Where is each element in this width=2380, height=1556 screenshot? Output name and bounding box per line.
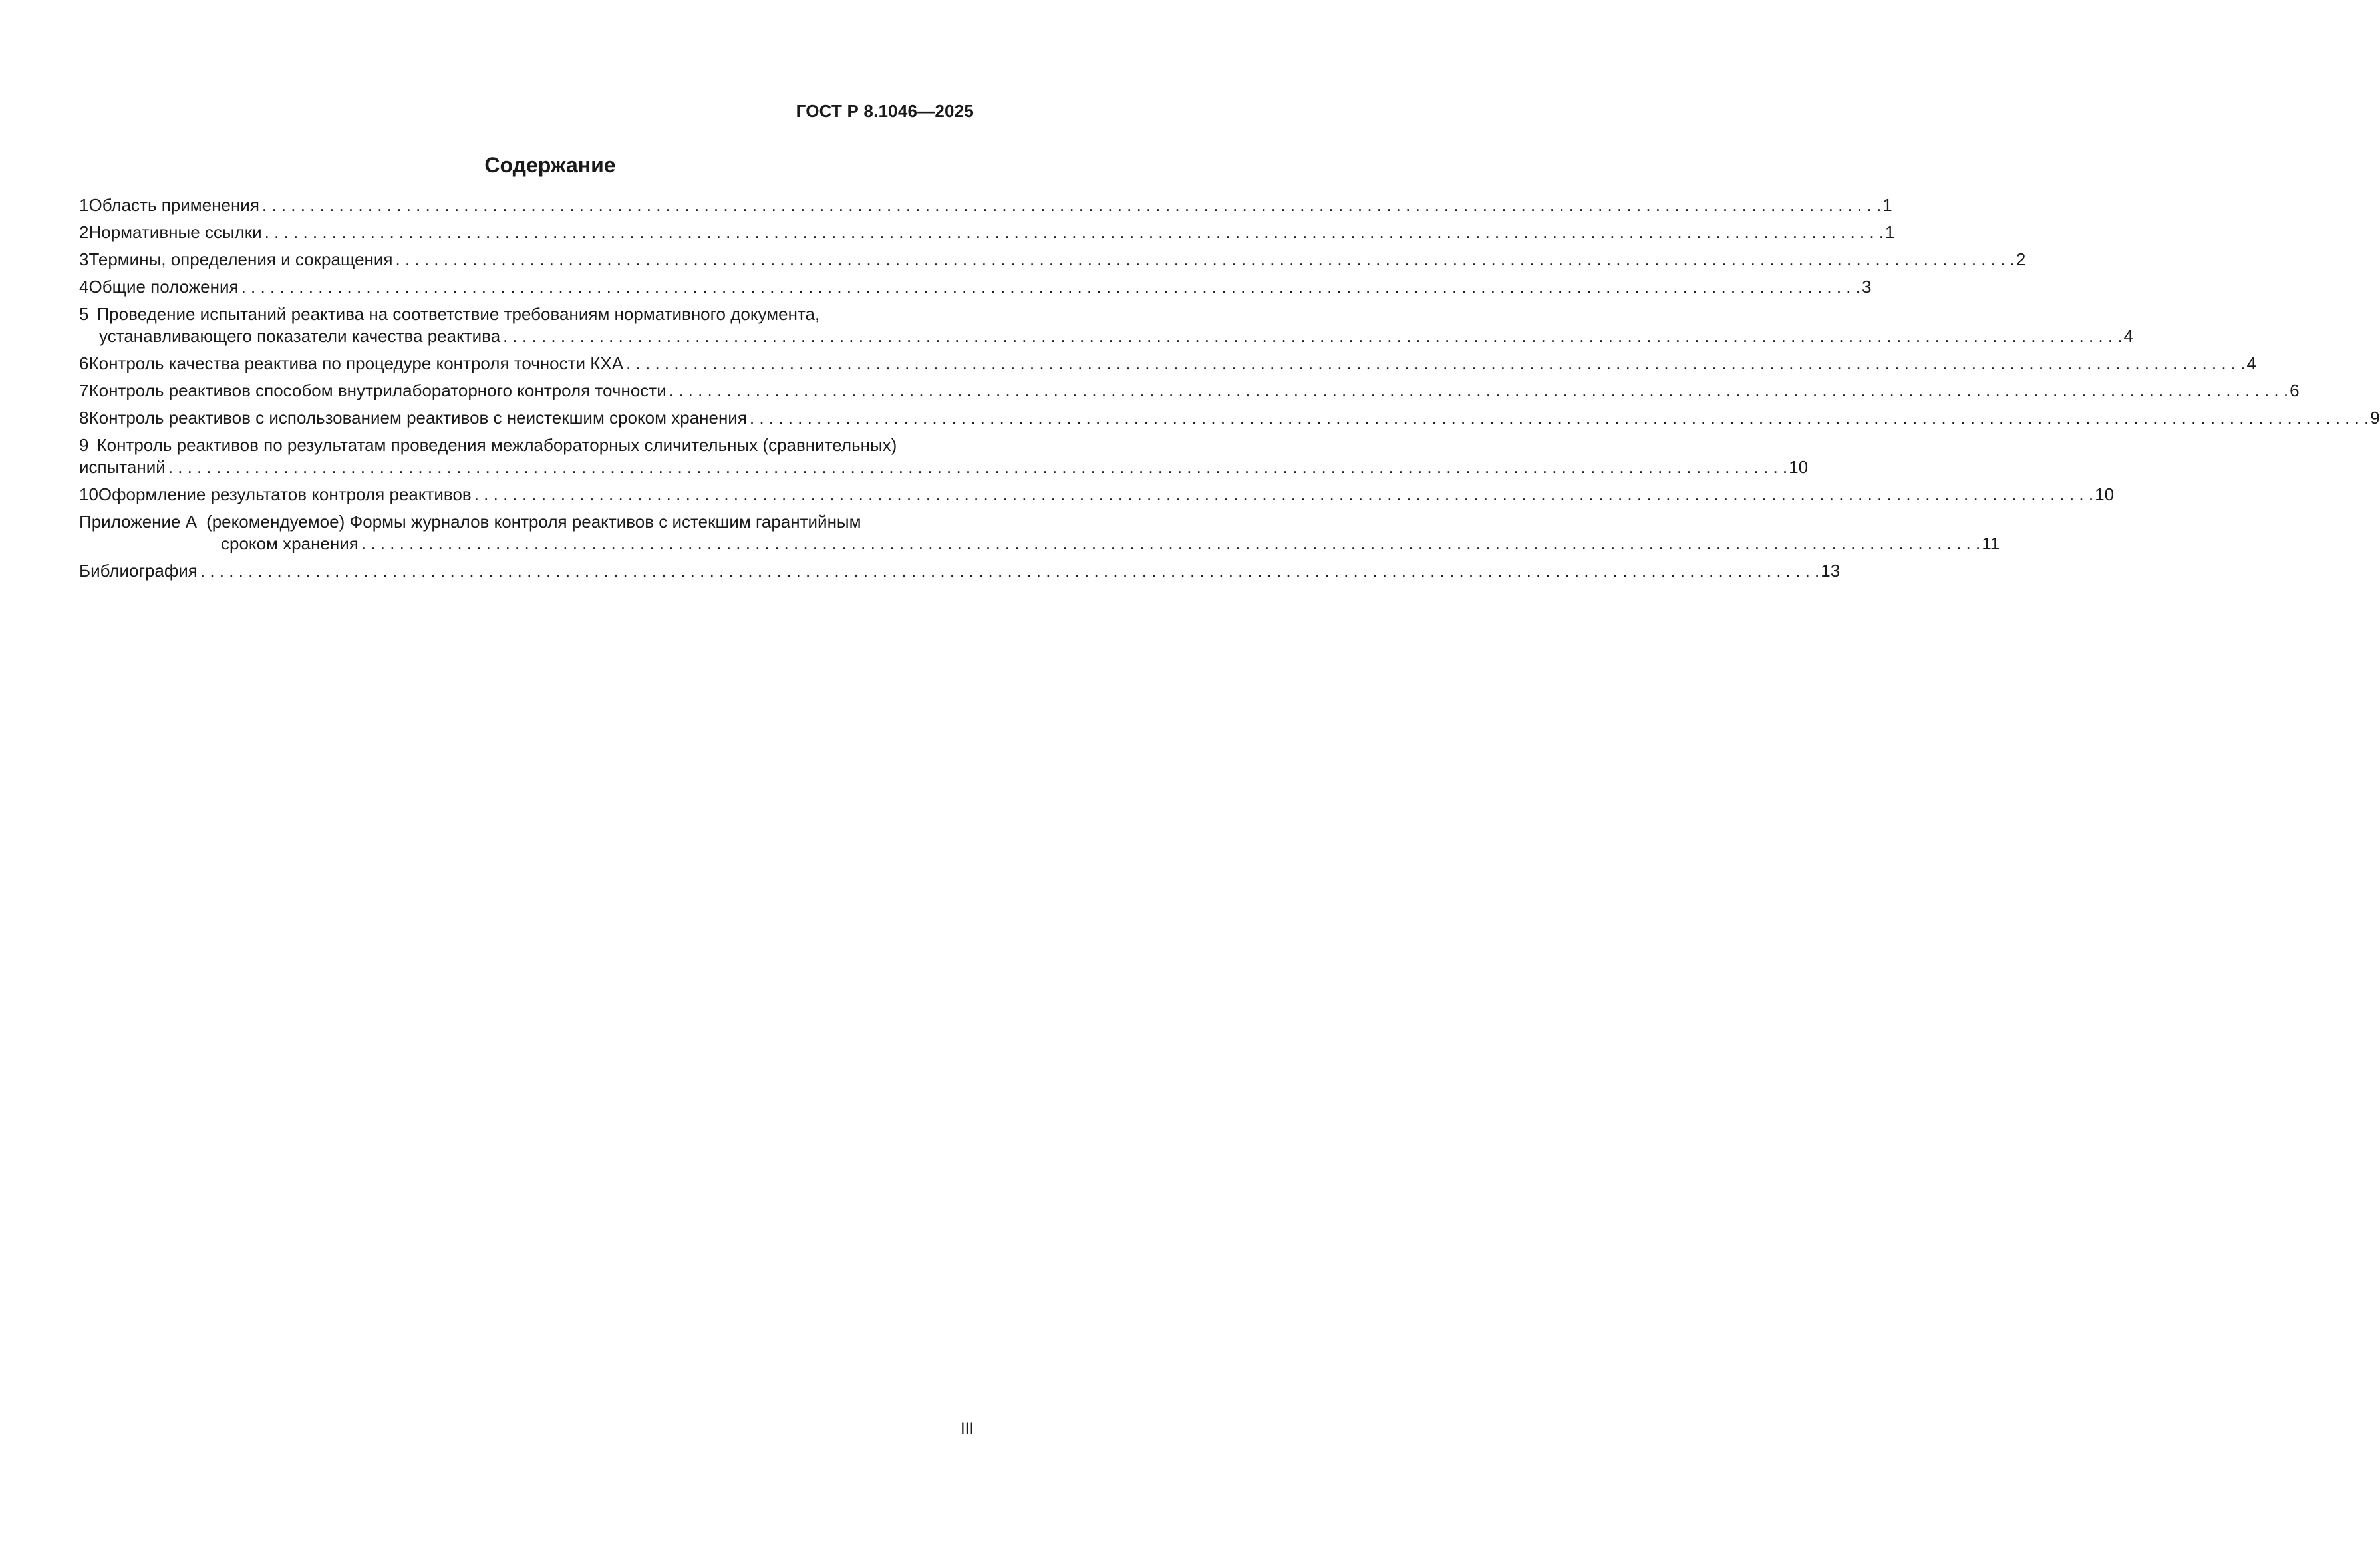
toc-leader-dots [669,380,2288,402]
toc-entry-bibliography[interactable] [79,560,1841,582]
appendix-label: Приложение А [79,512,198,532]
toc-entry-title-line1: Контроль реактивов по результатам проведения межлабораторных сличительных (сравнительных) [96,435,897,455]
toc-leader-dots [396,249,2015,271]
toc-entry-number: 9 [79,435,89,455]
toc-entry-page: 10 [2095,484,2115,504]
toc-entry-appendix-a[interactable] [79,511,2000,555]
toc-leader-dots [750,407,2369,429]
toc-entry-9[interactable] [79,434,1809,478]
toc-entry-page: 2 [2015,249,2026,269]
toc-entry-1[interactable] [79,194,1892,216]
toc-leader-dots [361,533,1980,555]
toc-entry-2[interactable] [79,222,1895,243]
toc-entry-page: 1 [1885,222,1895,242]
toc-entry-title: Термины, определения и сокращения [88,249,393,269]
toc-entry-title: Контроль реактивов с использованием реактивов с неистекшим сроком хранения [88,408,747,428]
toc-entry-title-line2: устанавливающего показатели качества реактива [99,326,501,346]
toc-entry-number: 2 [79,222,89,242]
toc-entry-page: 6 [2290,381,2300,400]
toc-entry-8[interactable] [79,407,2380,429]
toc-leader-dots [265,222,1884,243]
toc-title: Содержание [484,153,616,177]
document-code: ГОСТ Р 8.1046—2025 [796,101,974,121]
toc-entry-title: Оформление результатов контроля реактивов [98,484,472,504]
toc-entry-page: 1 [1882,195,1892,215]
toc-entry-title-line2: испытаний [79,457,166,477]
toc-entry-number: 8 [79,408,89,428]
toc-entry-number: 4 [79,277,89,297]
toc-entry-number: 7 [79,381,89,400]
table-of-contents [79,194,2380,587]
toc-entry-3[interactable] [79,249,2026,271]
toc-entry-page: 9 [2370,408,2380,428]
toc-leader-dots [168,456,1787,478]
toc-leader-dots [474,484,2093,506]
toc-leader-dots [200,560,1819,582]
toc-entry-6[interactable] [79,353,2256,375]
toc-entry-number: 1 [79,195,89,215]
toc-entry-page: 13 [1821,561,1841,581]
page-number: III [960,1420,974,1438]
toc-entry-title: Контроль качества реактива по процедуре контроля точности КХА [88,353,624,373]
toc-entry-title-line1: (рекомендуемое) Формы журналов контроля реактивов с истекшим гарантийным [206,512,861,532]
toc-leader-dots [241,276,1860,298]
toc-entry-number: 5 [79,304,89,324]
toc-entry-title-line1: Проведение испытаний реактива на соответствие требованиям нормативного документа, [96,304,820,324]
toc-entry-page: 11 [1982,534,2000,553]
toc-entry-4[interactable] [79,276,1872,298]
toc-entry-number: 6 [79,353,89,373]
toc-entry-number: 3 [79,249,89,269]
toc-entry-5[interactable] [79,303,2133,347]
toc-entry-7[interactable] [79,380,2300,402]
toc-entry-title: Область применения [88,195,259,215]
toc-entry-number: 10 [79,484,98,504]
toc-leader-dots [503,325,2122,347]
toc-leader-dots [262,194,1881,216]
toc-entry-title-line2: сроком хранения [221,534,359,553]
toc-entry-title: Контроль реактивов способом внутрилабораторного контроля точности [88,381,667,400]
toc-entry-page: 4 [2123,326,2133,346]
toc-entry-page: 4 [2246,353,2256,373]
toc-entry-page: 3 [1861,277,1872,297]
toc-entry-title: Библиография [79,561,198,581]
toc-leader-dots [626,353,2245,375]
toc-entry-title: Нормативные ссылки [88,222,262,242]
toc-entry-title: Общие положения [88,277,239,297]
toc-entry-page: 10 [1789,457,1809,477]
toc-entry-10[interactable] [79,484,2115,506]
